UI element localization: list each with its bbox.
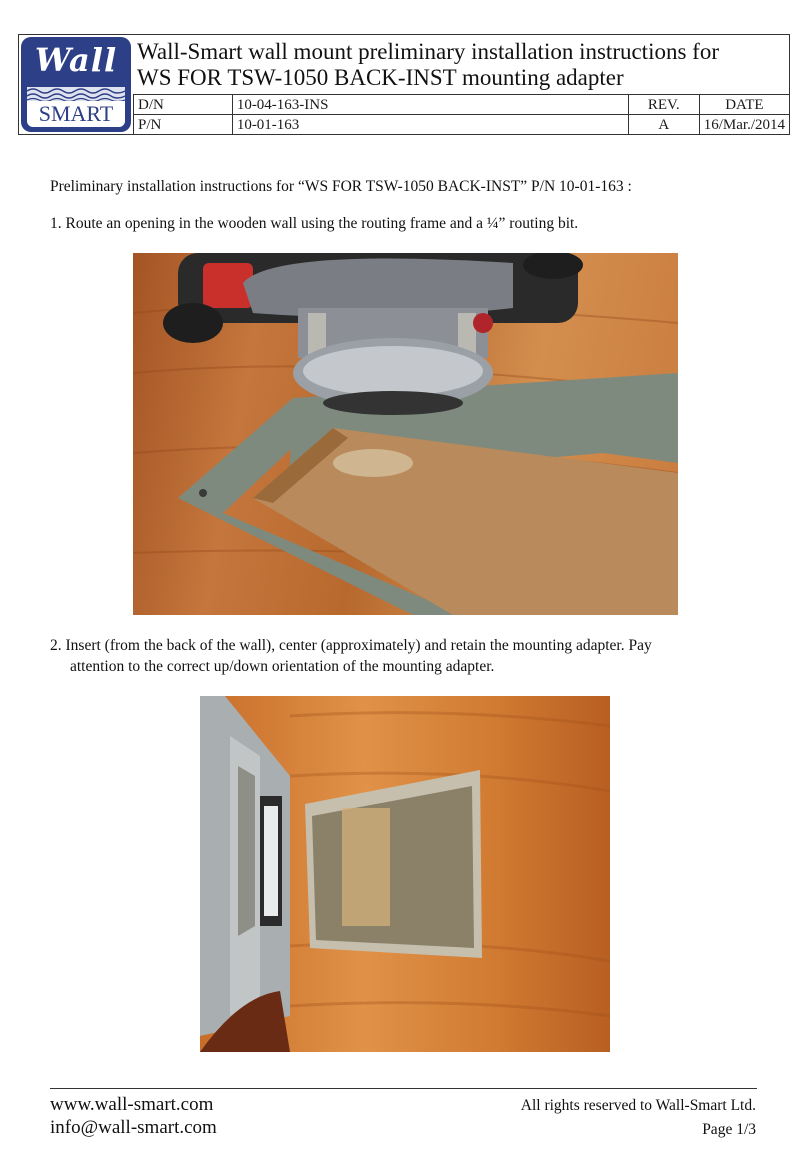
rev-label: REV. <box>628 95 699 115</box>
step-1-text: 1. Route an opening in the wooden wall using the routing frame and a ¼” routing bit. <box>50 215 579 232</box>
footer-divider <box>50 1088 757 1089</box>
dn-value: 10-04-163-INS <box>232 95 628 115</box>
router-photo <box>133 253 678 615</box>
step-2-text-line-1: 2. Insert (from the back of the wall), center (approximately) and retain the mounting adapter. Pay <box>50 637 652 654</box>
rev-value: A <box>628 115 699 135</box>
title-line-2: WS FOR TSW-1050 BACK-INST mounting adapter <box>137 65 624 90</box>
footer-page-number: Page 1/3 <box>702 1121 756 1138</box>
step-2-text-line-2: attention to the correct up/down orientation of the mounting adapter. <box>70 658 495 675</box>
adapter-photo <box>200 696 610 1052</box>
meta-row-dn <box>134 95 790 115</box>
document-header <box>18 34 790 135</box>
footer-rights: All rights reserved to Wall-Smart Ltd. <box>520 1097 756 1114</box>
router-photo-illustration <box>133 253 678 615</box>
title-line-1: Wall-Smart wall mount preliminary installation instructions for <box>137 39 719 64</box>
logo-wall-text: Wall <box>34 41 118 79</box>
intro-paragraph: Preliminary installation instructions for “WS FOR TSW-1050 BACK-INST” P/N 10-01-163 : <box>50 178 632 195</box>
dn-label: D/N <box>134 95 233 115</box>
date-label: DATE <box>699 95 789 115</box>
logo-wave-pattern <box>27 87 125 101</box>
logo-smart-text: SMART <box>27 101 125 127</box>
footer-email[interactable]: info@wall-smart.com <box>50 1117 217 1138</box>
meta-row-pn <box>134 115 790 135</box>
pn-label: P/N <box>134 115 233 135</box>
pn-value: 10-01-163 <box>232 115 628 135</box>
wall-smart-logo <box>21 37 131 132</box>
document-title <box>137 39 719 91</box>
footer-website[interactable]: www.wall-smart.com <box>50 1094 214 1115</box>
adapter-photo-illustration <box>200 696 610 1052</box>
date-value: 16/Mar./2014 <box>699 115 789 135</box>
document-meta-table <box>133 94 790 135</box>
